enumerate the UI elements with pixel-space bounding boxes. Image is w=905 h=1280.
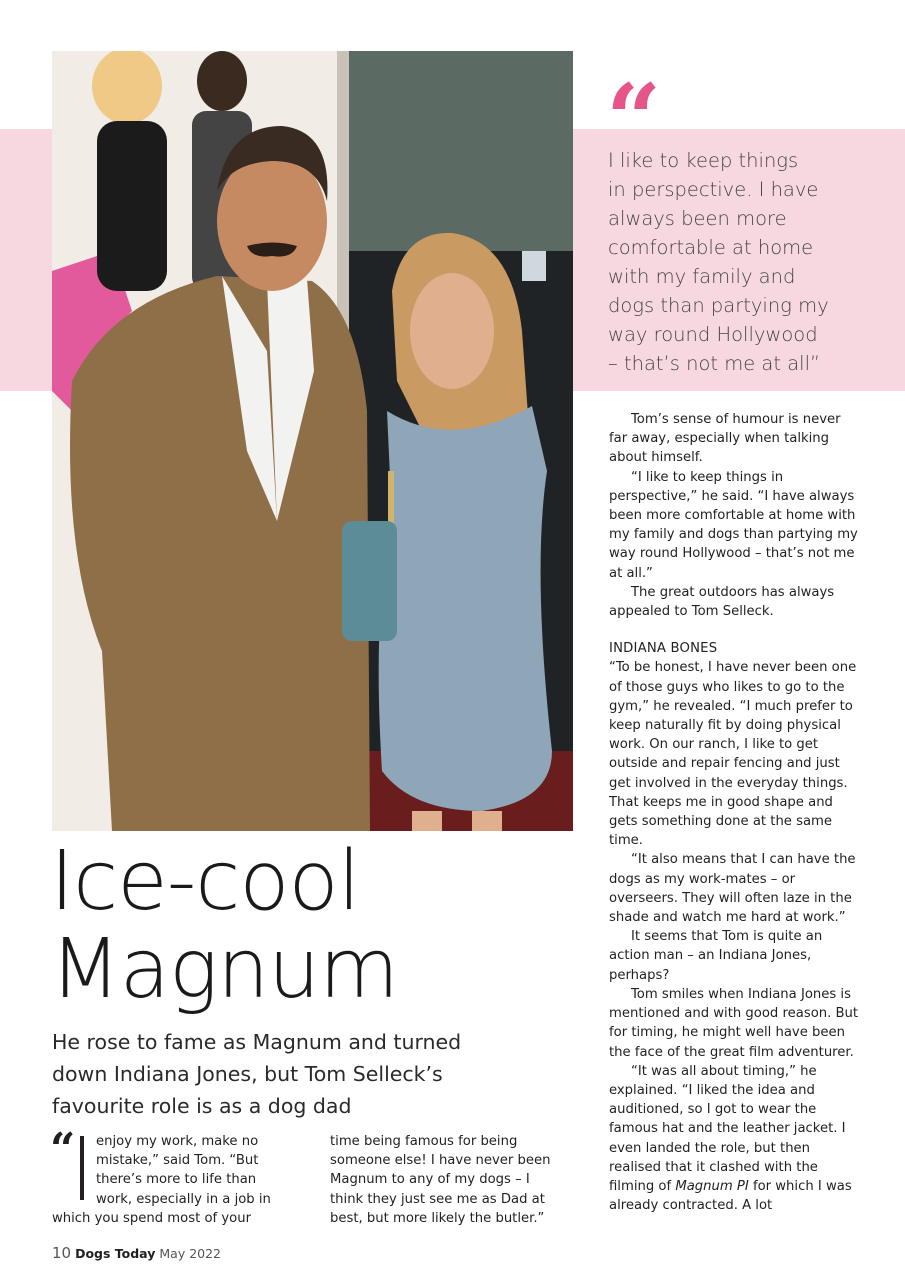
pull-quote-line: way round Hollywood [608, 323, 818, 346]
right-article-column [609, 410, 859, 1215]
standfirst-line: down Indiana Jones, but Tom Selleck’s [52, 1062, 443, 1086]
magazine-name: Dogs Today [75, 1246, 156, 1261]
pull-quote-line: in perspective. I have [608, 178, 819, 201]
show-title: Magnum PI [675, 1178, 749, 1194]
pull-quote-mark: “ [606, 63, 662, 176]
intro-line: mistake,” said Tom. “But [96, 1153, 259, 1169]
body-paragraph [609, 1062, 859, 1216]
intro-line: there’s more to life than [96, 1172, 257, 1188]
photo-illustration [52, 51, 573, 831]
pull-quote-line: – that’s not me at all” [608, 352, 821, 375]
standfirst-line: favourite role is as a dog dad [52, 1094, 352, 1118]
standfirst [52, 1026, 522, 1122]
pull-quote-line: with my family and [608, 265, 796, 288]
intro-line: which you spend most of your [52, 1210, 252, 1226]
pull-quote [608, 146, 868, 378]
headline-line: Ice-cool [50, 834, 360, 929]
body-paragraph: Tom’s sense of humour is never far away, especially when talking about himself. [609, 412, 841, 466]
intro-column-2: time being famous for being someone else! I have never been Magnum to any of my dogs – I think they just see me as Dad at best, but more likely the butler.” [330, 1134, 551, 1226]
pull-quote-line: dogs than partying my [608, 294, 829, 317]
issue-date: May 2022 [159, 1246, 222, 1261]
article-headline [50, 834, 590, 1017]
dropcap-quote-mark: “ [50, 1124, 76, 1175]
pull-quote-line: I like to keep things [608, 149, 799, 172]
pull-quote-line: always been more [608, 207, 787, 230]
body-paragraph: Tom smiles when Indiana Jones is mentioned and with good reason. But for timing, he might well have been the face of the great film adventurer. [609, 986, 859, 1060]
body-paragraph: The great outdoors has always appealed to Tom Selleck. [609, 584, 835, 620]
subheading: INDIANA BONES [609, 641, 718, 657]
page-footer [52, 1244, 221, 1262]
body-paragraph: “To be honest, I have never been one of those guys who likes to go to the gym,” he revealed. “I much prefer to keep naturally fit by doing physical work. On our ranch, I like to get outside and repair fencing and just get involved in the everyday things. That keeps me in good shape and gets something done at the same time. [609, 660, 857, 849]
intro-column-1 [52, 1132, 284, 1228]
body-paragraph: It seems that Tom is quite an action man – an Indiana Jones, perhaps? [609, 929, 823, 983]
intro-line: enjoy my work, make no [96, 1134, 259, 1149]
intro-line: work, especially in a job in [96, 1191, 271, 1207]
page-number: 10 [52, 1244, 72, 1262]
headline-line: Magnum [50, 922, 399, 1017]
body-paragraph: “I like to keep things in perspective,” he said. “I have always been more comfortable at home with my family and dogs than partying my way round Hollywood – that’s not me at all.” [609, 469, 858, 581]
pull-quote-line: comfortable at home [608, 236, 814, 259]
standfirst-line: He rose to fame as Magnum and turned [52, 1030, 462, 1054]
body-paragraph: “It also means that I can have the dogs as my work-mates – or overseers. They will often laze in the shade and watch me hard at work.” [609, 852, 856, 926]
body-text: for which I was already contracted. A lot [609, 1178, 852, 1214]
body-text: “It was all about timing,” he explained. “I liked the idea and auditioned, so I got to wear the famous hat and the leather jacket. I even landed the role, but then realised that it clashed with the filming of [609, 1063, 846, 1194]
red-carpet-photo [52, 51, 573, 831]
